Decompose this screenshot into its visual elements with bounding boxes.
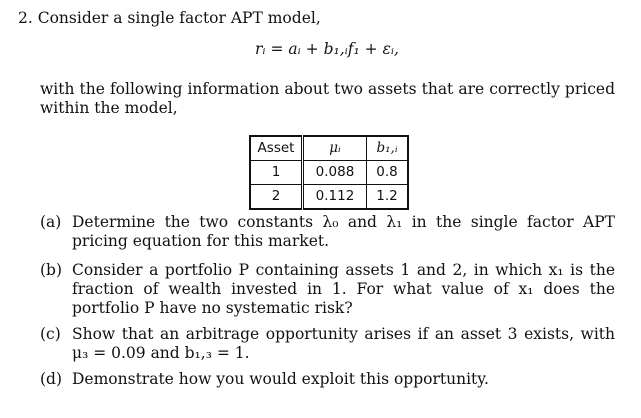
part-d-text: Demonstrate how you would exploit this opportunity. bbox=[72, 370, 489, 388]
cell-asset: 2 bbox=[250, 185, 303, 210]
part-b-label: (b) bbox=[40, 261, 63, 279]
part-a bbox=[40, 213, 615, 251]
asset-table bbox=[249, 135, 409, 210]
table-header-row bbox=[250, 136, 408, 161]
question-intro-line: Consider a single factor APT model, bbox=[37, 9, 321, 27]
question-number: 2. bbox=[18, 9, 33, 27]
part-a-label: (a) bbox=[40, 213, 62, 231]
part-c bbox=[40, 325, 615, 363]
intro-text: with the following information about two assets that are correctly priced within the model, bbox=[40, 80, 615, 117]
asset-table-wrapper bbox=[249, 135, 409, 210]
cell-beta: 1.2 bbox=[376, 188, 398, 204]
part-b bbox=[40, 261, 615, 318]
part-c-text: Show that an arbitrage opportunity arises if an asset 3 exists, with μ₃ = 0.09 and b₁,₃ = 1. bbox=[72, 325, 615, 362]
cell-beta: 0.8 bbox=[367, 161, 409, 185]
question-header bbox=[18, 9, 321, 28]
table-row bbox=[250, 185, 408, 210]
part-c-label: (c) bbox=[40, 325, 61, 343]
part-d bbox=[40, 370, 615, 389]
part-b-text: Consider a portfolio P containing assets 1 and 2, in which x₁ is the fraction of wealth invested in 1. For what value of x₁ does the portfolio P have no systematic risk? bbox=[72, 261, 615, 317]
apt-equation: rᵢ = aᵢ + b₁,ᵢf₁ + εᵢ, bbox=[255, 40, 399, 58]
header-mu: μᵢ bbox=[303, 136, 367, 161]
part-a-text: Determine the two constants λ₀ and λ₁ in the single factor APT pricing equation for this market. bbox=[72, 213, 615, 250]
part-d-label: (d) bbox=[40, 370, 63, 388]
header-beta: b₁,ᵢ bbox=[367, 136, 409, 161]
table-row bbox=[250, 161, 408, 185]
header-asset: Asset bbox=[250, 136, 303, 161]
cell-mu: 0.088 bbox=[303, 161, 367, 185]
cell-asset: 1 bbox=[250, 161, 303, 185]
cell-mu: 0.112 bbox=[303, 185, 367, 210]
